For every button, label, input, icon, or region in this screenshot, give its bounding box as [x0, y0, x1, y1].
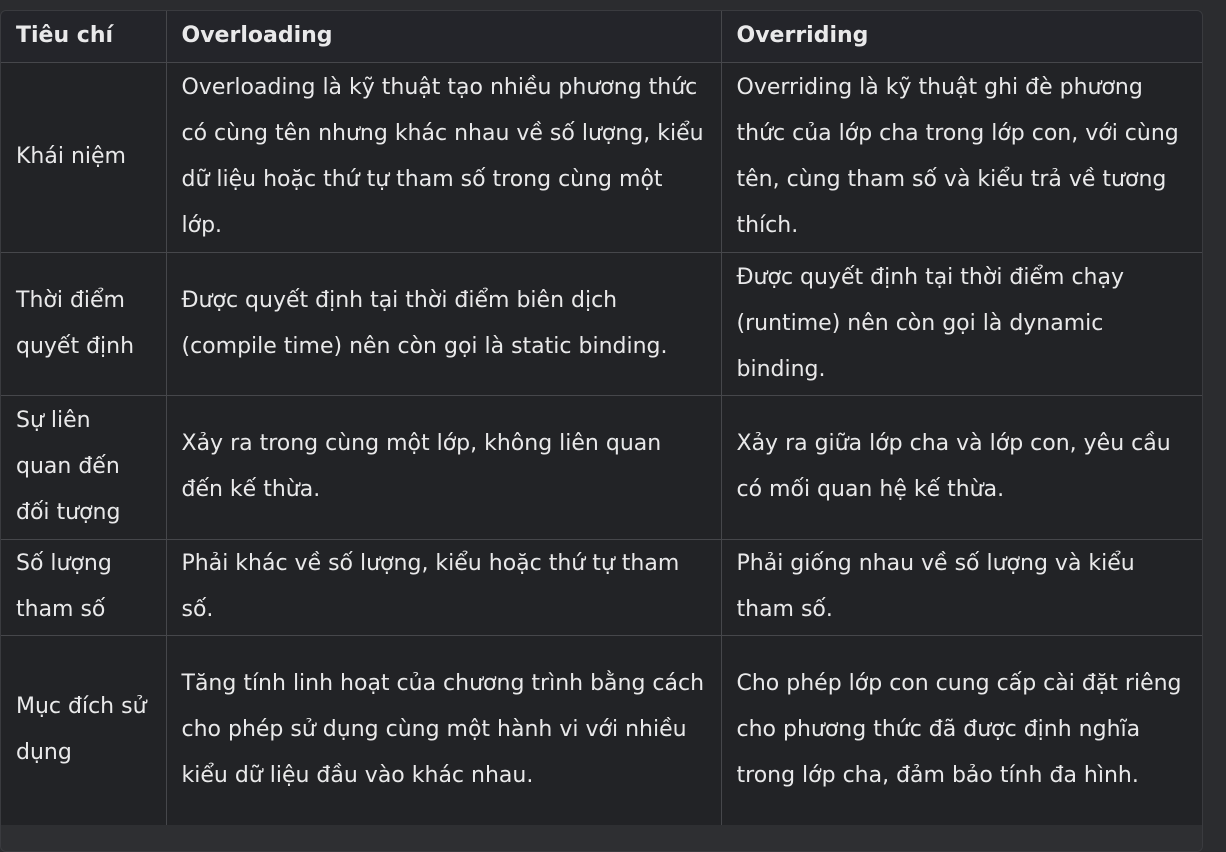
table-footer — [1, 825, 1203, 852]
overloading-cell: Tăng tính linh hoạt của chương trình bằng cách cho phép sử dụng cùng một hành vi với nhiều kiểu dữ liệu đầu vào khác nhau. — [166, 635, 721, 825]
table-row — [1, 395, 1203, 539]
table-row — [1, 62, 1203, 252]
table-row — [1, 252, 1203, 395]
comparison-table — [1, 11, 1203, 825]
overriding-cell: Overriding là kỹ thuật ghi đè phương thức của lớp cha trong lớp con, với cùng tên, cùng tham số và kiểu trả về tương thích. — [721, 62, 1203, 252]
header-overriding: Overriding — [721, 11, 1203, 62]
table-row — [1, 539, 1203, 635]
criterion-cell: Thời điểm quyết định — [1, 252, 166, 395]
header-criterion: Tiêu chí — [1, 11, 166, 62]
table-row — [1, 635, 1203, 825]
overriding-cell: Cho phép lớp con cung cấp cài đặt riêng cho phương thức đã được định nghĩa trong lớp cha, đảm bảo tính đa hình. — [721, 635, 1203, 825]
overloading-cell: Xảy ra trong cùng một lớp, không liên quan đến kế thừa. — [166, 395, 721, 539]
overloading-cell: Được quyết định tại thời điểm biên dịch (compile time) nên còn gọi là static binding. — [166, 252, 721, 395]
overriding-cell: Được quyết định tại thời điểm chạy (runtime) nên còn gọi là dynamic binding. — [721, 252, 1203, 395]
criterion-cell: Sự liên quan đến đối tượng — [1, 395, 166, 539]
table-container — [0, 10, 1203, 852]
overriding-cell: Phải giống nhau về số lượng và kiểu tham số. — [721, 539, 1203, 635]
overriding-cell: Xảy ra giữa lớp cha và lớp con, yêu cầu có mối quan hệ kế thừa. — [721, 395, 1203, 539]
criterion-cell: Số lượng tham số — [1, 539, 166, 635]
criterion-cell: Khái niệm — [1, 62, 166, 252]
overloading-cell: Phải khác về số lượng, kiểu hoặc thứ tự tham số. — [166, 539, 721, 635]
criterion-cell: Mục đích sử dụng — [1, 635, 166, 825]
overloading-cell: Overloading là kỹ thuật tạo nhiều phương thức có cùng tên nhưng khác nhau về số lượng, kiểu dữ liệu hoặc thứ tự tham số trong cùng một lớp. — [166, 62, 721, 252]
header-overloading: Overloading — [166, 11, 721, 62]
table-header-row — [1, 11, 1203, 62]
